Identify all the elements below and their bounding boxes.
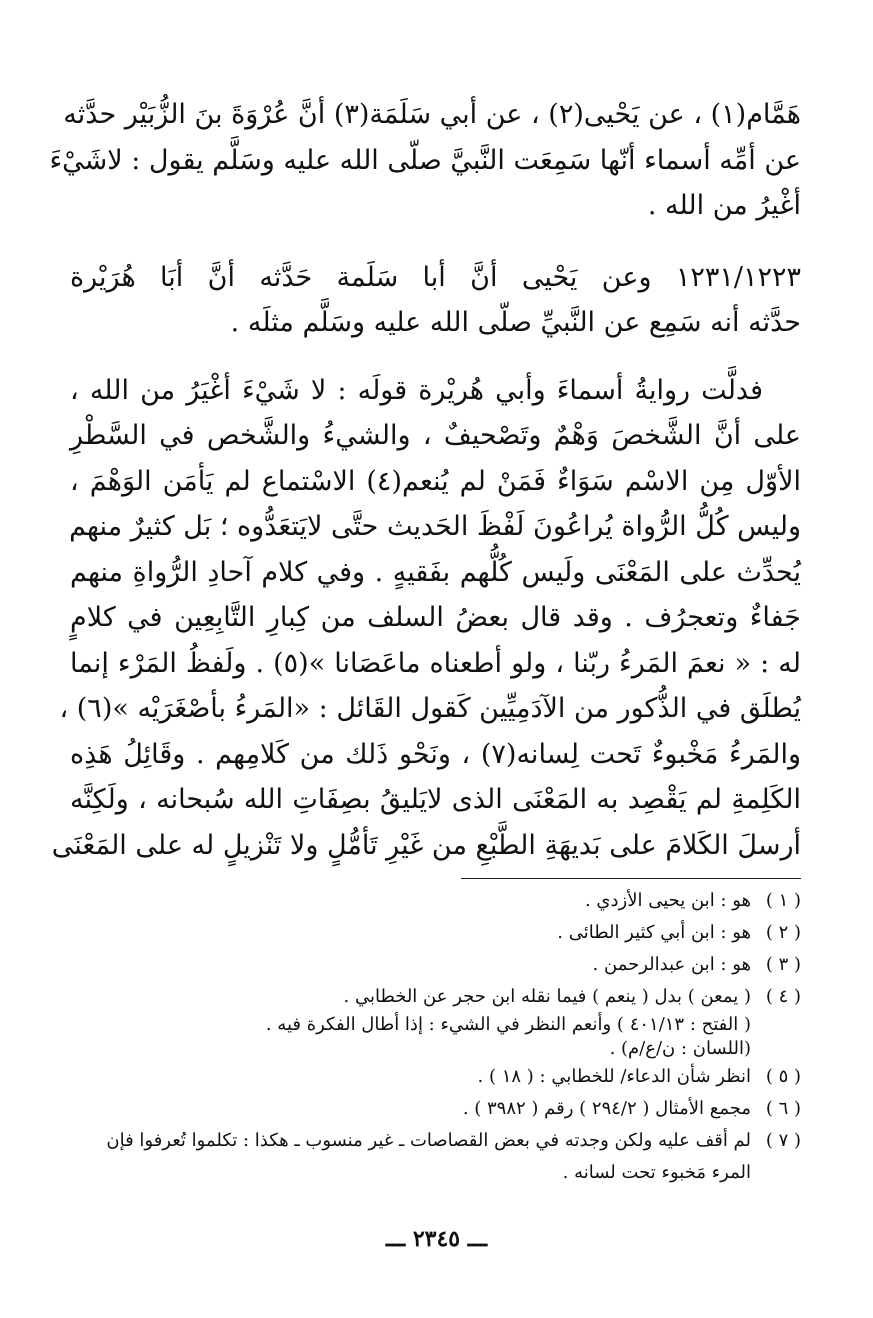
text-line: يُحدِّث على المَعْنَى ولَيس كُلُّهم بفَقيهٍ . وفي كلام آحادِ الرُّواةِ منهم bbox=[70, 556, 801, 588]
footnote-number: ( ٢ ) bbox=[765, 922, 801, 943]
footnote-text: هو : ابن يحيى الأزدي . bbox=[584, 890, 751, 911]
footnote-text: ( الفتح : ٤٠١/١٣ ) وأنعم النظر في الشيء : إذا أطال الفكرة فيه . bbox=[265, 1014, 751, 1035]
footnote-3 bbox=[70, 949, 801, 981]
footnote-text: لم أقف عليه ولكن وجدته في بعض القصاصات ـ غير منسوب ـ هكذا : تكلموا تُعرفوا فإن bbox=[106, 1130, 751, 1151]
text-line: فدلَّت روايةُ أسماءَ وأبي هُريْرة قولَه : لا شَيْءَ أغْيَرُ من الله ، bbox=[70, 374, 763, 406]
paragraph-3 bbox=[51, 368, 801, 869]
footnote-text: مجمع الأمثال ( ٢٩٤/٢ ) رقم ( ٣٩٨٢ ) . bbox=[462, 1098, 751, 1119]
paragraph-2 bbox=[70, 255, 801, 346]
footnote-text: هو : ابن عبدالرحمن . bbox=[592, 954, 751, 975]
footnote-number: ( ١ ) bbox=[765, 890, 801, 911]
footnote-text: هو : ابن أبي كثير الطائى . bbox=[557, 922, 751, 943]
footnote-4 bbox=[70, 981, 801, 1013]
footnote-number: ( ٧ ) bbox=[765, 1130, 801, 1151]
footnotes bbox=[70, 885, 801, 1189]
footnote-7 bbox=[70, 1125, 801, 1157]
text-line: هَمَّام(١) ، عن يَحْيى(٢) ، عن أبي سَلَمَة(٣) أنَّ عُرْوَةَ بنَ الزُّبَيْر حدَّثه bbox=[63, 99, 801, 130]
text-line: جَفاءٌ وتعجرُف . وقد قال بعضُ السلف من كِبارِ التَّابِعِين في كلامٍ bbox=[70, 602, 801, 633]
footnote-text: المرء مَخبوء تحت لسانه . bbox=[562, 1162, 751, 1183]
footnote-number: ( ٣ ) bbox=[765, 954, 801, 975]
footnote-text: ( يمعن ) بدل ( ينعم ) فيما نقله ابن حجر عن الخطابي . bbox=[343, 986, 751, 1007]
footnote-separator bbox=[461, 878, 801, 879]
text-line: الكَلِمةِ لم يَقْصِد به المَعْنَى الذى لايَليقُ بصِفَاتِ الله سُبحانه ، ولَكِنَّه bbox=[70, 784, 801, 815]
footnote-2 bbox=[70, 917, 801, 949]
text-line: على أنَّ الشَّخصَ وَهْمٌ وتَصْحيفٌ ، والشيءُ والشَّخص في السَّطْرِ bbox=[70, 420, 801, 451]
footnote-text: (اللسان : ن/ع/م) . bbox=[609, 1038, 751, 1059]
text-line: أرسلَ الكَلامَ على بَديهَةِ الطَّبْعِ من غَيْرِ تَأمُّلٍ ولا تَنْزيلٍ له على المَعْنَى bbox=[51, 829, 801, 861]
footnote-1 bbox=[70, 885, 801, 917]
text-line: أغْيرُ من الله . bbox=[647, 190, 801, 221]
text-line: الأوّل مِن الاسْم سَوَاءٌ فَمَنْ لم يُنعم(٤) الاسْتماع لم يَأمَن الوَهْمَ ، bbox=[70, 465, 801, 497]
text-line: ١٢٣١/١٢٢٣ وعن يَحْيى أنَّ أبا سَلَمة حَدَّثه أنَّ أبَا هُرَيْرة bbox=[70, 261, 801, 293]
text-line: يُطلَق في الذُّكور من الآدَمِيِّين كَقول القَائل : «المَرءُ بأصْغَرَيْه »(٦) ، bbox=[59, 693, 801, 724]
footnote-text: انظر شأن الدعاء/ للخطابي : ( ١٨ ) . bbox=[477, 1066, 751, 1087]
page-number: ـــ ٢٣٤٥ ـــ bbox=[385, 1226, 488, 1252]
paragraph-1 bbox=[49, 92, 801, 229]
text-line: وليس كُلُّ الرُّواة يُراعُونَ لَفْظَ الحَديث حتَّى لايَتعَدُّوه ؛ بَل كثيرٌ منهم bbox=[69, 511, 801, 542]
text-line: عن أمِّه أسماء أنّها سَمِعَت النَّبيَّ صلّى الله عليه وسَلَّم يقول : لاشَيْءَ bbox=[49, 144, 801, 176]
footnote-5 bbox=[70, 1061, 801, 1093]
footnote-number: ( ٤ ) bbox=[765, 986, 801, 1007]
footnote-6 bbox=[70, 1093, 801, 1125]
footnote-number: ( ٦ ) bbox=[765, 1098, 801, 1119]
text-line: والمَرءُ مَخْبوءٌ تَحت لِسانه(٧) ، ونَحْو ذَلك من كَلامِهم . وقَائِلُ هَذِه bbox=[70, 738, 801, 770]
text-line: حدَّثه أنه سَمِع عن النَّبيِّ صلّى الله عليه وسَلَّم مثلَه . bbox=[230, 307, 801, 338]
footnote-number: ( ٥ ) bbox=[765, 1066, 801, 1087]
text-line: له : « نعمَ المَرءُ ربّنا ، ولو أطعناه ماعَصَانا »(٥) . ولَفظُ المَرْء إنما bbox=[70, 647, 801, 679]
